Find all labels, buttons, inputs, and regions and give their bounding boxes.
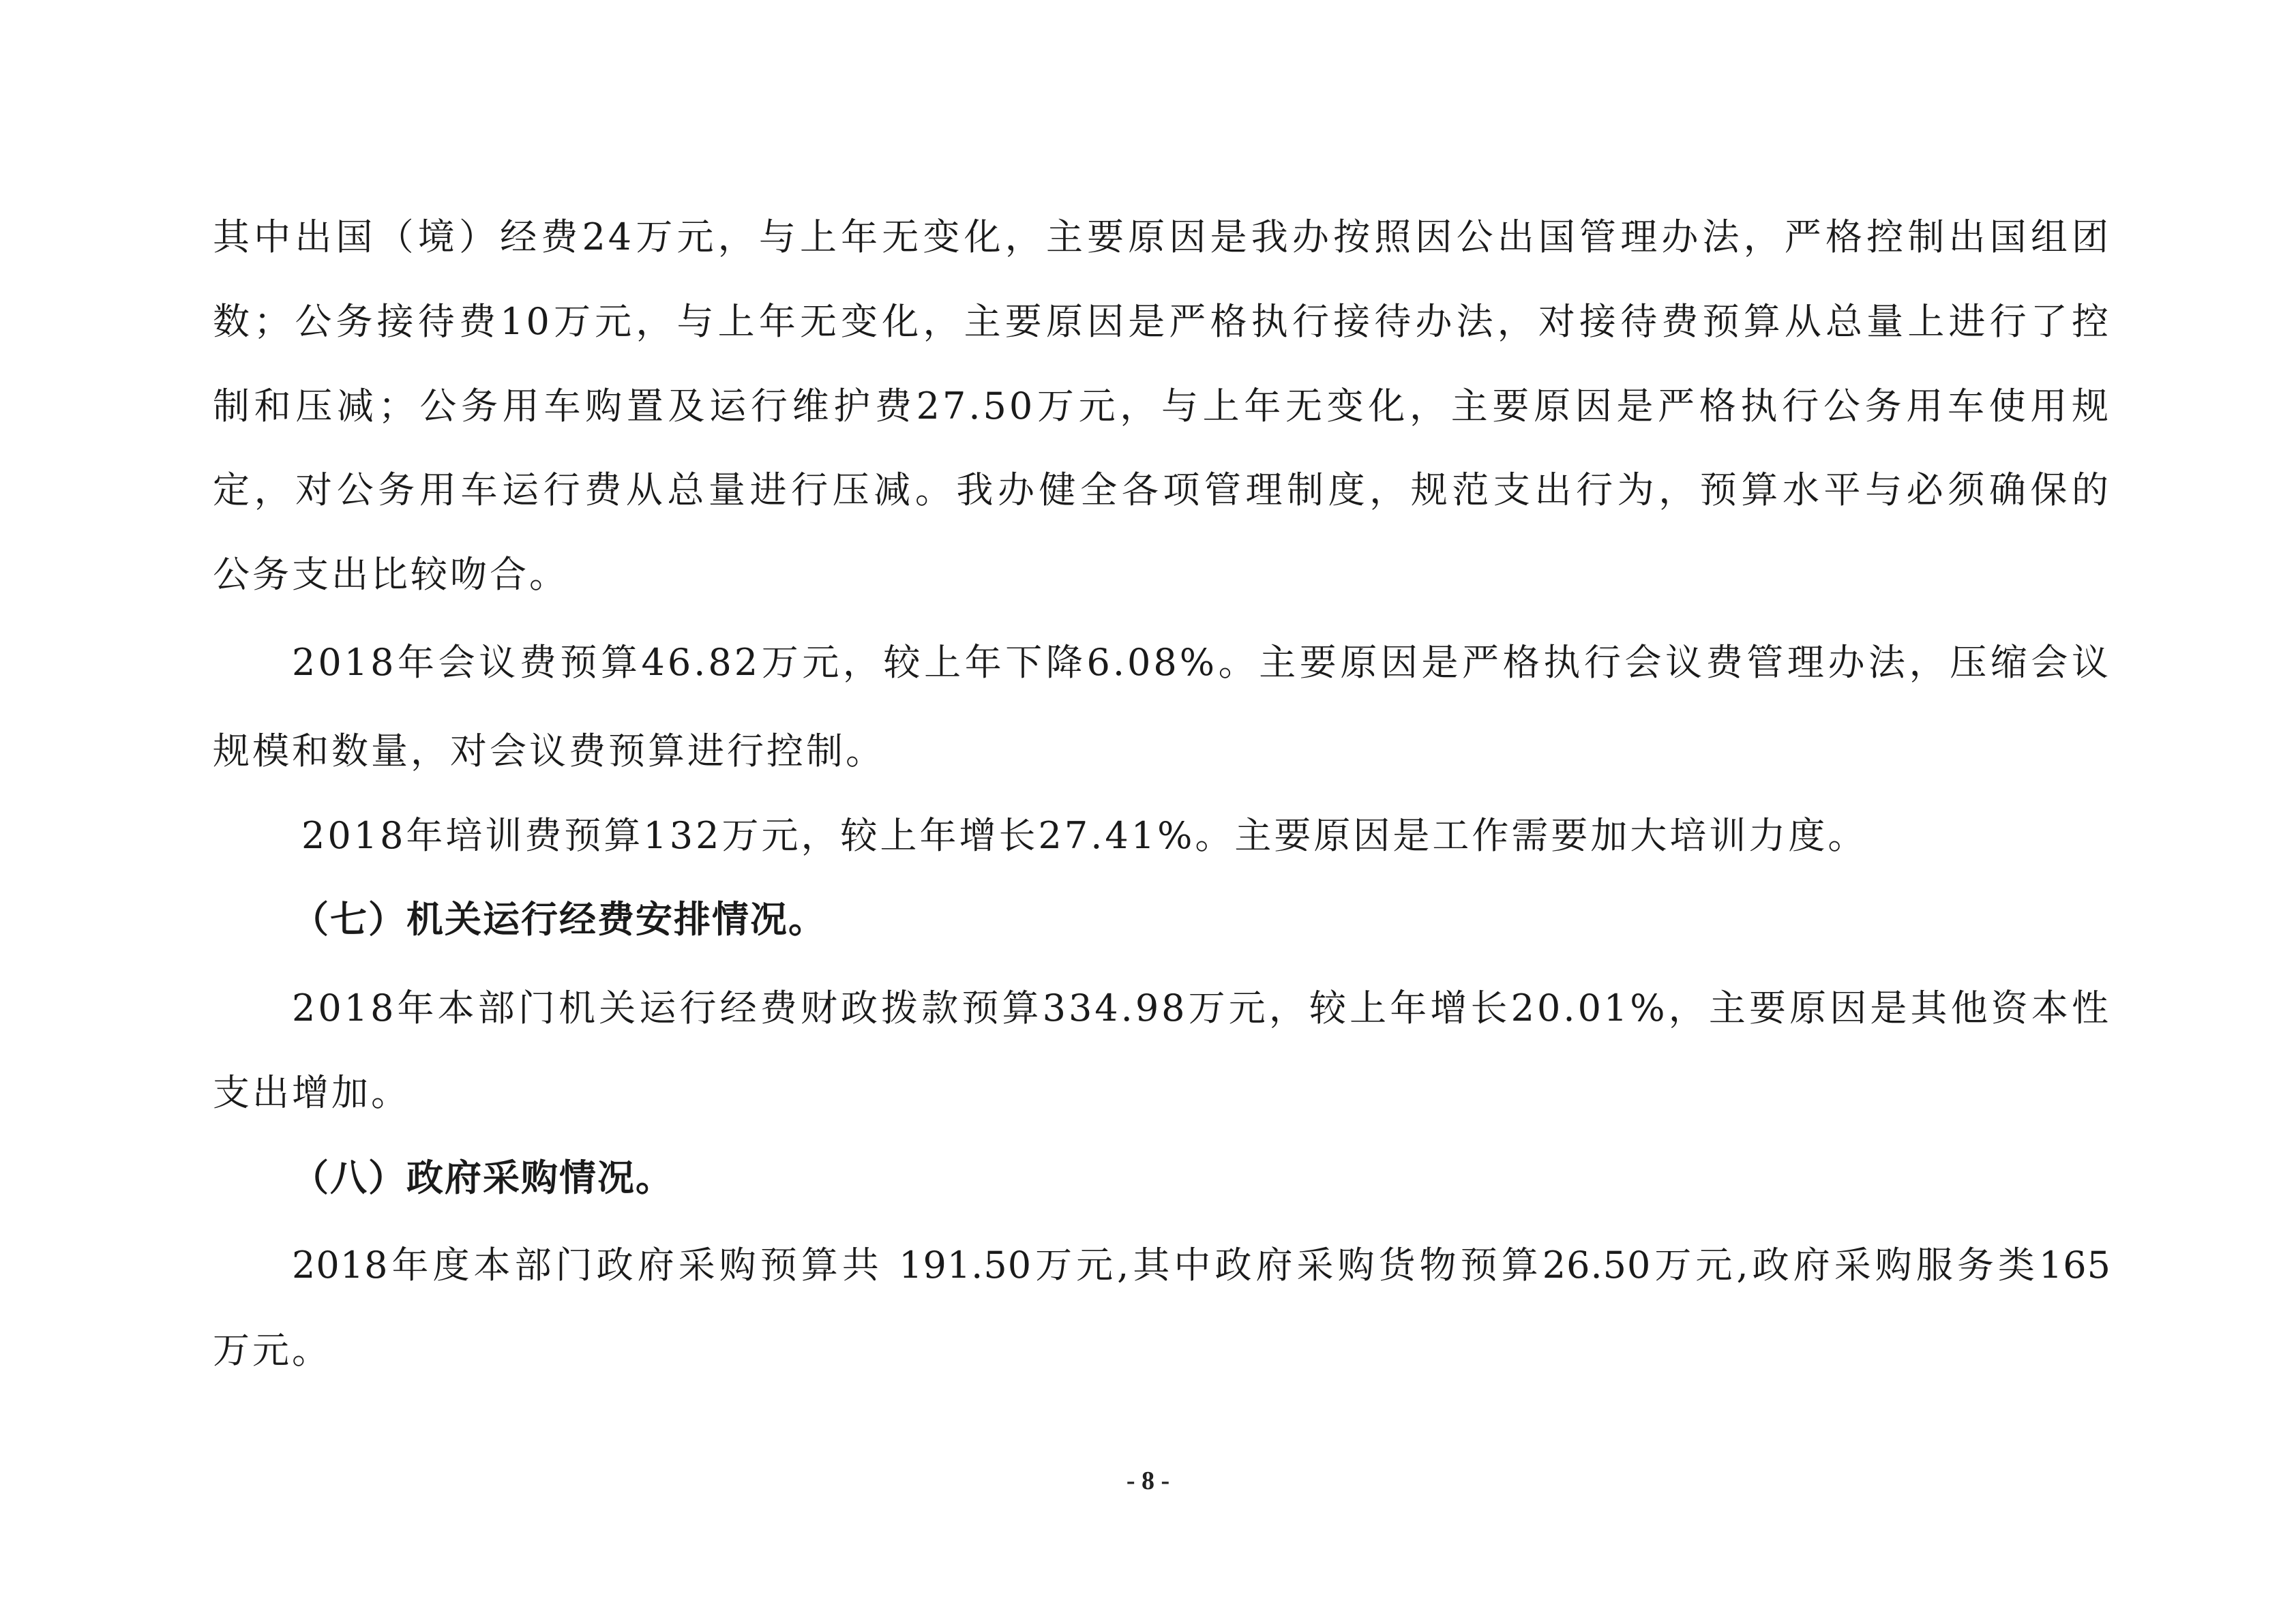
paragraph-line: 其中出国（境）经费24万元，与上年无变化，主要原因是我办按照因公出国管理办法，严格控制出国组团 — [213, 215, 2111, 258]
paragraph-line: 万元。 — [213, 1329, 331, 1372]
paragraph-line: 公务支出比较吻合。 — [213, 553, 569, 596]
section-heading: （七）机关运行经费安排情况。 — [292, 898, 826, 941]
paragraph-line: 数；公务接待费10万元，与上年无变化，主要原因是严格执行接待办法，对接待费预算从总量上进行了控 — [213, 300, 2111, 343]
section-heading: （八）政府采购情况。 — [292, 1156, 674, 1199]
paragraph-line: 规模和数量，对会议费预算进行控制。 — [213, 730, 885, 772]
paragraph-line: 制和压减；公务用车购置及运行维护费27.50万元，与上年无变化，主要原因是严格执行公务用车使用规 — [213, 385, 2111, 427]
paragraph-line: 2018年培训费预算132万元，较上年增长27.41%。主要原因是工作需要加大培训力度。 — [301, 814, 1868, 857]
paragraph-line: 定，对公务用车运行费从总量进行压减。我办健全各项管理制度，规范支出行为，预算水平与必须确保的 — [213, 468, 2111, 511]
paragraph-line: 2018年度本部门政府采购预算共 191.50万元,其中政府采购货物预算26.50万元,政府采购服务类165 — [292, 1244, 2111, 1287]
paragraph-line: 2018年会议费预算46.82万元，较上年下降6.08%。主要原因是严格执行会议费管理办法，压缩会议 — [292, 641, 2111, 684]
page-number: - 8 - — [1126, 1467, 1170, 1495]
paragraph-line: 支出增加。 — [213, 1071, 411, 1114]
paragraph-line: 2018年本部门机关运行经费财政拨款预算334.98万元，较上年增长20.01%，主要原因是其他资本性 — [292, 987, 2111, 1030]
